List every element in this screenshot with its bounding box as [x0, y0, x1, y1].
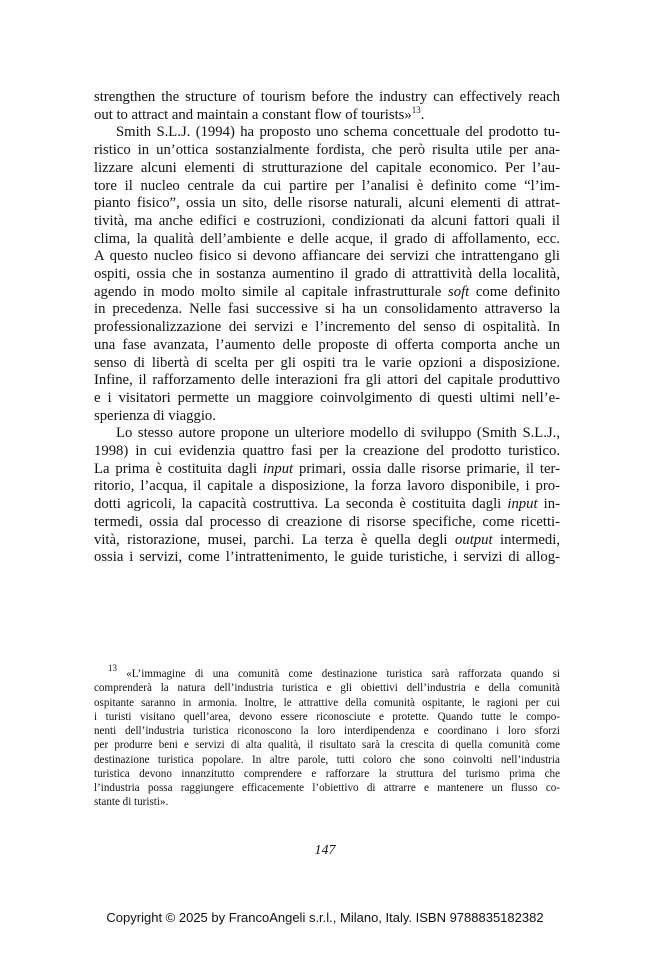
footnote-line: destinazione turistica popolare. In altre parole, tutti coloro che sono coinvolti nell’industria: [94, 753, 560, 766]
text-line: ospiti, ossia che in sostanza aumentino il grado di attrattività della località,: [94, 266, 560, 283]
footnote-line: comprenderà la natura dell’industria turistica e gli obiettivi dell’industria e della comunità: [94, 682, 560, 695]
text-line: vità, ristorazione, musei, parchi. La terza è quella degli output intermedi,: [94, 531, 560, 548]
text-line: professionalizzazione dei servizi e l’incremento del senso di ospitalità. In: [94, 319, 560, 336]
text-line: tività, ma anche edifici e costruzioni, condizionati da alcuni fattori quali il: [94, 212, 560, 229]
text-line: lizzare alcuni elementi di strutturazione del capitale economico. Per l’au-: [94, 159, 560, 176]
text-line: in precedenza. Nelle fasi successive si ha un consolidamento attraverso la: [94, 301, 560, 318]
footnote-line: $^{13}$ «L’immagine di una comunità come destinazione turistica sarà rafforzata quando si: [108, 663, 560, 680]
footnote-line: turistica devono innanzitutto comprendere e rafforzare la struttura del turismo prima che: [94, 767, 560, 780]
text-line: Smith S.L.J. (1994) ha proposto uno schema concettuale del prodotto tu-: [116, 124, 560, 141]
footnote-line: i turisti visitano quell’area, devono essere riconosciute e protette. Quando tutte le compo-: [94, 710, 560, 723]
footnote-line: stante di turisti».: [94, 796, 169, 809]
text-line: senso di libertà di scelta per gli ospiti tra le varie opzioni a disposizione.: [94, 354, 560, 371]
footnote-line: l’industria possa raggiungere efficacemente l’obiettivo di attrarre e mantenere un flusso co-: [94, 782, 560, 794]
text-line: una fase avanzata, l’aumento delle proposte di offerta comporta anche un: [94, 336, 560, 353]
text-line: clima, la qualità dell’ambiente e delle acque, il grado di affollamento, ecc.: [94, 230, 560, 247]
text-line: out to attract and maintain a constant flow of tourists»$^{13}$.: [94, 104, 425, 123]
text-line: A questo nucleo fisico si devono affiancare dei servizi che intrattengano gli: [94, 248, 560, 265]
text-line: pianto fisico”, ossia un sito, delle risorse naturali, alcuni elementi di attrat-: [94, 195, 560, 212]
footnote-line: ospitante saranno in armonia. Inoltre, le attrattive della comunità ospitante, le ragioni per cui: [94, 696, 560, 709]
footnote-number: 13: [108, 663, 117, 673]
text-line: Infine, il rafforzamento delle interazioni fra gli attori del capitale produttivo: [94, 372, 560, 389]
footnote-line: per produrre beni e servizi di alta qualità, il risultato sarà la crescita di quella comunità come: [94, 739, 560, 752]
text-line: La prima è costituita dagli input primari, ossia dalle risorse primarie, il ter-: [94, 460, 560, 477]
text-line: 1998) in cui evidenzia quattro fasi per la creazione del prodotto turistico.: [94, 443, 560, 460]
text-line: sperienza di viaggio.: [94, 407, 216, 424]
text-line: ritorio, l’acqua, il capitale a disposizione, la forza lavoro disponibile, i pro-: [94, 478, 560, 495]
text-line: e i visitatori permette un maggiore coinvolgimento di questi ultimi nell’e-: [94, 389, 560, 406]
text-line: tore il nucleo centrale da cui partire per l’analisi è definito come “l’im-: [94, 177, 560, 194]
text-line: termedi, ossia dal processo di creazione di risorse specifiche, come ricetti-: [94, 513, 560, 530]
text-line: ossia i servizi, come l’intrattenimento, le guide turistiche, i servizi di allog-: [94, 549, 560, 566]
text-line: strengthen the structure of tourism before the industry can effectively reach: [94, 89, 560, 105]
text-line: dotti agricoli, la capacità costruttiva. La seconda è costituita dagli input in-: [94, 496, 560, 513]
page-number: 147: [314, 843, 336, 858]
footnote-reference: 13: [411, 104, 421, 115]
footnote-line: nenti dell’industria turistica riconoscono la loro interdipendenza e coordinano i loro sforzi: [94, 725, 560, 737]
text-line: ristico in un’ottica sostanzialmente fordista, che però risulta utile per ana-: [94, 142, 560, 159]
copyright-notice: Copyright © 2025 by FrancoAngeli s.r.l., Milano, Italy. ISBN 9788835182382: [106, 910, 544, 925]
footnote: [94, 663, 560, 810]
body-text: [94, 89, 560, 567]
text-line: agendo in modo molto simile al capitale infrastrutturale soft come definito: [94, 283, 560, 300]
text-line: Lo stesso autore propone un ulteriore modello di sviluppo (Smith S.L.J.,: [116, 425, 560, 442]
